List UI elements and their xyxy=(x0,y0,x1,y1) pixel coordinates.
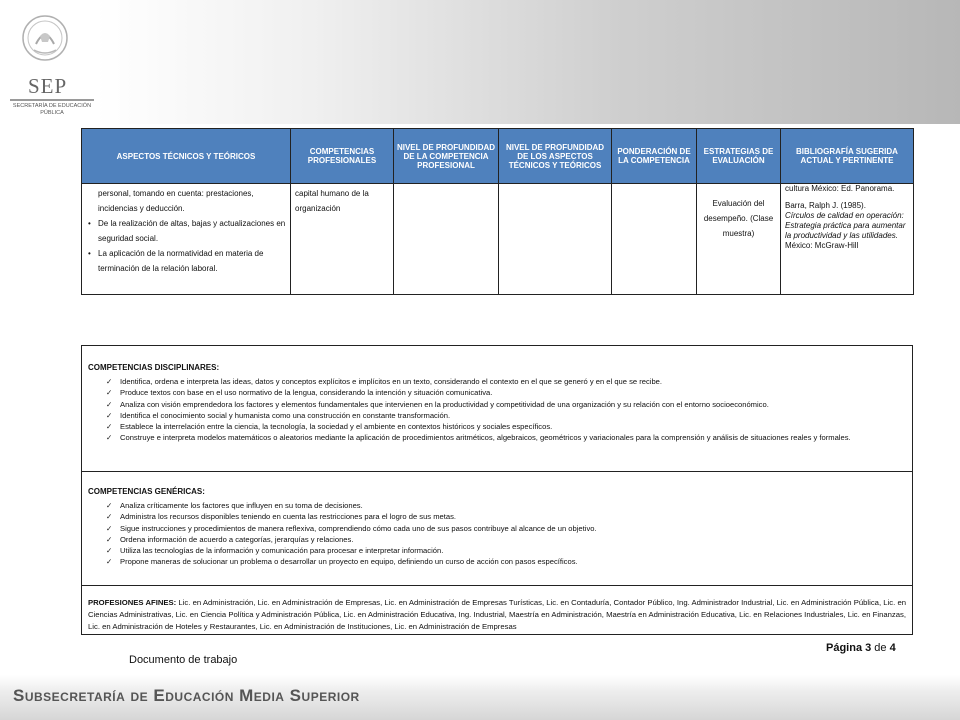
list-item-text: Produce textos con base en el uso normativo de la lengua, considerando la intención y situación comunicativa. xyxy=(120,388,493,398)
list-item-text: Administra los recursos disponibles teniendo en cuenta las restricciones para el logro de sus metas. xyxy=(120,512,456,522)
page-total: 4 xyxy=(889,642,896,654)
list-item xyxy=(88,556,906,567)
checkmark-icon: ✓ xyxy=(106,557,113,567)
list-item-text: Identifica el conocimiento social y humanista como una construcción en constante transformación. xyxy=(120,410,451,420)
list-item xyxy=(88,410,906,421)
list-item-text: Propone maneras de solucionar un problema o desarrollar un proyecto en equipo, definiendo un curso de acción con pasos específicos. xyxy=(120,557,578,567)
header-estrategias: ESTRATEGIAS DE EVALUACIÓN xyxy=(697,129,781,184)
list-item xyxy=(88,523,906,534)
bib-title: Círculos de calidad en operación: Estrategia práctica para aumentar la productividad y las utilidades. xyxy=(785,211,906,240)
cell-aspectos xyxy=(82,184,291,295)
sep-logo-text: SEP xyxy=(28,74,68,98)
header-bibliografia: BIBLIOGRAFÍA SUGERIDA ACTUAL Y PERTINENTE xyxy=(781,129,914,184)
list-item-text: Identifica, ordena e interpreta las ideas, datos y conceptos explícitos e implícitos en un texto, considerando el contexto en el que se generó y en el que se recibe. xyxy=(120,377,663,386)
list-item xyxy=(88,500,906,511)
disciplinares-title: COMPETENCIAS DISCIPLINARES: xyxy=(88,363,220,372)
cell-nivel-competencia xyxy=(394,184,499,295)
checkmark-icon: ✓ xyxy=(106,546,113,556)
list-item-text: Construye e interpreta modelos matemáticos o aleatorios mediante la aplicación de procedimientos aritméticos, algebraicos, geométricos y variacionales para la comprensión y análisis de situaciones reales y formales. xyxy=(120,433,851,443)
cell-competencias: capital humano de la organización xyxy=(291,184,394,295)
list-item-text: Ordena información de acuerdo a categorías, jerarquías y relaciones. xyxy=(120,534,354,544)
profesiones-title: PROFESIONES AFINES: xyxy=(88,598,177,607)
bib-author: Barra, Ralph J. (1985). xyxy=(785,201,866,210)
list-item xyxy=(88,545,906,556)
table-row xyxy=(82,184,914,295)
checkmark-icon: ✓ xyxy=(106,399,113,409)
footer-subsecretaria: Subsecretaría de Educación Media Superior xyxy=(13,686,360,705)
list-item-text: Utiliza las tecnologías de la información y comunicación para procesar e interpretar información. xyxy=(120,546,444,556)
sep-logo-rule xyxy=(10,99,94,101)
profesiones-text: Lic. en Administración, Lic. en Administración de Empresas, Lic. en Administración de Empresas Turísticas, Lic. en Contaduría, Contador Público, Ing. Administrador Industrial, Lic. en Administración Pública, Lic. en Ciencias Administrativas, Lic. en Ciencia Política y Administración Pública, Lic. en Administración Educativa, Ing. Industrial, Maestría en Administración, Maestría en Administración Educativa, Lic. en Relaciones Industriales, Lic. en Finanzas, Lic. en Administración de Hoteles y Restaurantes, Lic. en Administración de Instituciones, Lic. en Administración de Empresas xyxy=(88,598,906,631)
header-nivel-competencia: NIVEL DE PROFUNDIDAD DE LA COMPETENCIA PROFESIONAL xyxy=(394,129,499,184)
cell-nivel-aspectos xyxy=(499,184,612,295)
list-item xyxy=(88,399,906,410)
list-item xyxy=(88,534,906,545)
section-profesiones xyxy=(82,586,912,634)
sep-logo xyxy=(0,0,110,124)
list-item xyxy=(88,376,906,387)
checkmark-icon: ✓ xyxy=(106,433,113,443)
profesiones-text-block xyxy=(88,597,906,633)
section-disciplinares xyxy=(82,346,912,472)
list-item xyxy=(88,432,906,443)
competencias-box xyxy=(81,345,913,635)
page-mid: de xyxy=(871,642,890,654)
header-aspectos: ASPECTOS TÉCNICOS Y TEÓRICOS xyxy=(82,129,291,184)
list-item xyxy=(88,387,906,398)
genericas-title: COMPETENCIAS GENÉRICAS: xyxy=(88,487,205,496)
list-item xyxy=(88,421,906,432)
cell-ponderacion xyxy=(612,184,697,295)
checkmark-icon: ✓ xyxy=(106,410,113,420)
checkmark-icon: ✓ xyxy=(106,501,113,510)
section-genericas xyxy=(82,472,912,586)
aspectos-bullet: • De la realización de altas, bajas y actualizaciones en seguridad social. xyxy=(98,216,286,246)
checkmark-icon: ✓ xyxy=(106,523,113,533)
list-item xyxy=(88,511,906,522)
aspectos-bullet: • La aplicación de la normatividad en materia de terminación de la relación laboral. xyxy=(98,246,286,276)
competencies-table xyxy=(81,128,914,295)
document-label: Documento de trabajo xyxy=(129,654,238,666)
cell-estrategias: Evaluación del desempeño. (Clase muestra) xyxy=(697,184,781,295)
page-number xyxy=(826,642,896,654)
list-item-text: Sigue instrucciones y procedimientos de manera reflexiva, comprendiendo cómo cada uno de sus pasos contribuye al alcance de un objetivo. xyxy=(120,523,597,533)
header-competencias: COMPETENCIAS PROFESIONALES xyxy=(291,129,394,184)
checkmark-icon: ✓ xyxy=(106,377,113,386)
mexico-seal-icon xyxy=(0,0,110,74)
checkmark-icon: ✓ xyxy=(106,388,113,398)
bib-publisher: México: McGraw-Hill xyxy=(785,241,859,250)
checkmark-icon: ✓ xyxy=(106,422,113,432)
header-nivel-aspectos: NIVEL DE PROFUNDIDAD DE LOS ASPECTOS TÉCNICOS Y TEÓRICOS xyxy=(499,129,612,184)
cell-bibliografia xyxy=(781,184,914,295)
sep-logo-subtitle: SECRETARÍA DE EDUCACIÓN PÚBLICA xyxy=(12,103,92,116)
list-item-text: Analiza con visión emprendedora los factores y elementos fundamentales que intervienen en la productividad y competitividad de una organización y su relación con el entorno socioeconómico. xyxy=(120,399,769,409)
list-item-text: Establece la interrelación entre la ciencia, la tecnología, la sociedad y el ambiente en contextos históricos y sociales específicos. xyxy=(120,422,553,432)
bib-line1: cultura México: Ed. Panorama. xyxy=(785,184,895,193)
header-band xyxy=(95,0,960,124)
table-header-row xyxy=(82,129,914,184)
header-ponderacion: PONDERACIÓN DE LA COMPETENCIA xyxy=(612,129,697,184)
checkmark-icon: ✓ xyxy=(106,534,113,544)
aspectos-continuation: personal, tomando en cuenta: prestaciones, incidencias y deducción. xyxy=(98,189,254,213)
checkmark-icon: ✓ xyxy=(106,512,113,522)
list-item-text: Analiza críticamente los factores que influyen en su toma de decisiones. xyxy=(120,501,363,510)
page-prefix: Página xyxy=(826,642,866,654)
page-current: 3 xyxy=(865,642,872,654)
